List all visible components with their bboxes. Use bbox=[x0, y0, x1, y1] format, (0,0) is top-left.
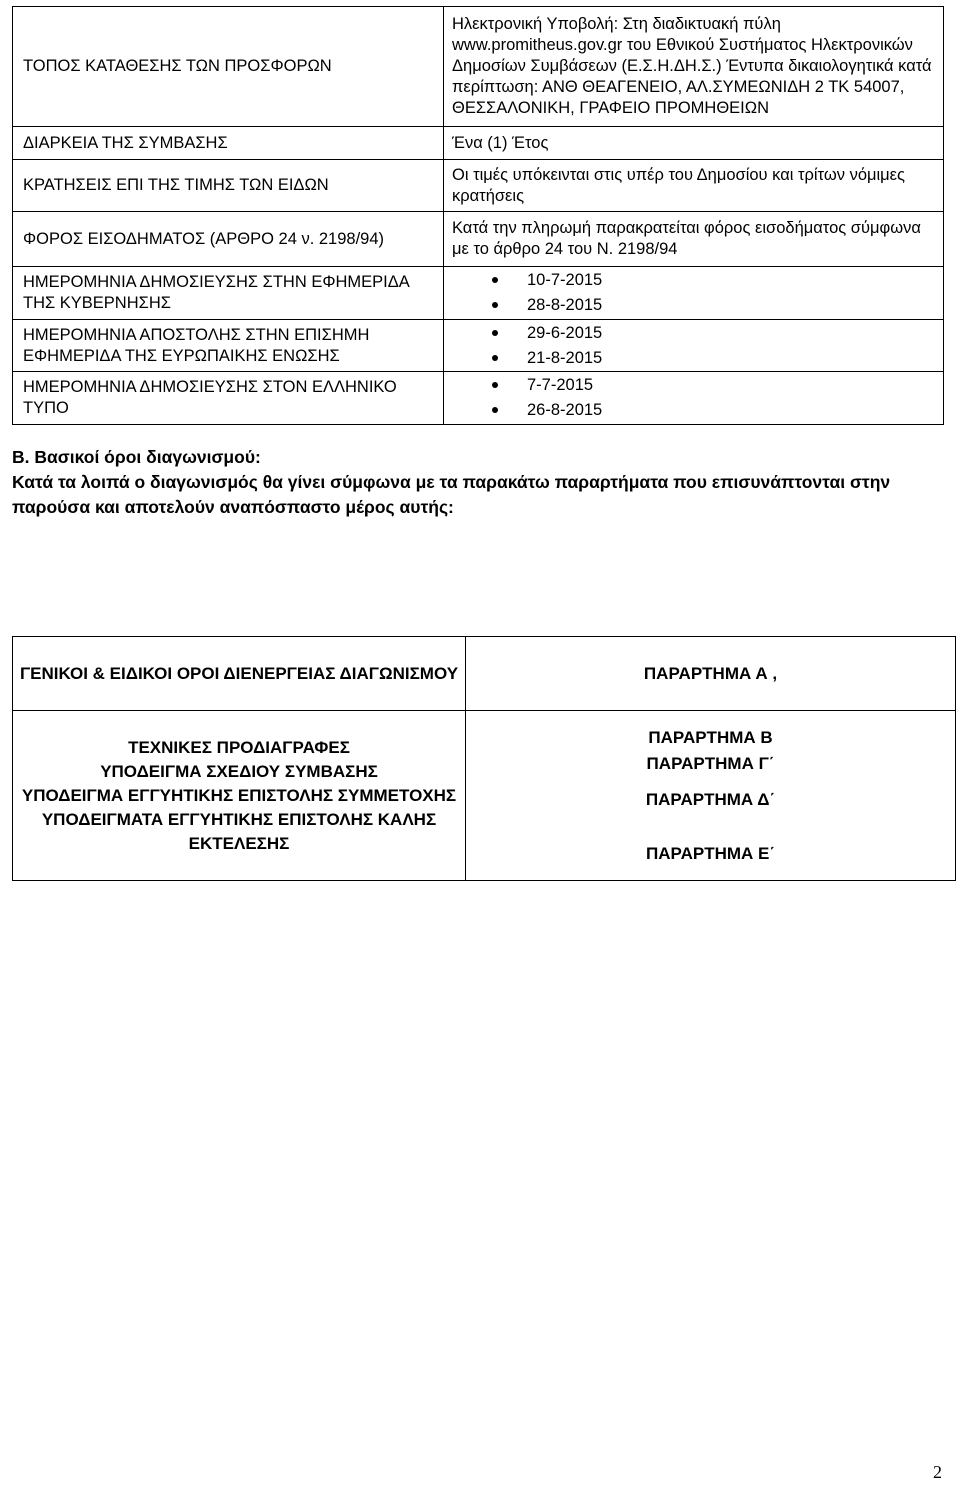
annex-documents-cell bbox=[13, 711, 466, 881]
list-item: ΤΕΧΝΙΚΕΣ ΠΡΟΔΙΑΓΡΑΦΕΣ bbox=[128, 737, 350, 757]
list-item: ΠΑΡΑΡΤΗΜΑ Δ΄ bbox=[645, 789, 776, 809]
table-row bbox=[13, 711, 956, 881]
annex-table bbox=[12, 636, 956, 881]
list-item: 21-8-2015 bbox=[452, 346, 933, 371]
list-item: ΥΠΟΔΕΙΓΜΑ ΣΧΕΔΙΟΥ ΣΥΜΒΑΣΗΣ bbox=[100, 761, 378, 781]
eu-journal-dispatch-dates bbox=[444, 320, 944, 372]
list-item: 29-6-2015 bbox=[452, 321, 933, 346]
deductions-label: ΚΡΑΤΗΣΕΙΣ ΕΠΙ ΤΗΣ ΤΙΜΗΣ ΤΩΝ ΕΙΔΩΝ bbox=[13, 160, 444, 212]
table-row bbox=[13, 267, 944, 320]
list-item: 10-7-2015 bbox=[452, 268, 933, 293]
eu-journal-dispatch-label: ΗΜΕΡΟΜΗΝΙΑ ΑΠΟΣΤΟΛΗΣ ΣΤΗΝ ΕΠΙΣΗΜΗ ΕΦΗΜΕΡΙΔΑ ΤΗΣ ΕΥΡΩΠΑΙΚΗΣ ΕΝΩΣΗΣ bbox=[13, 320, 444, 372]
list-item: ΠΑΡΑΡΤΗΜΑ Β bbox=[648, 727, 773, 747]
table-row bbox=[13, 637, 956, 711]
list-item: 28-8-2015 bbox=[452, 293, 933, 318]
list-item: 7-7-2015 bbox=[452, 373, 933, 398]
annex-label-cell: ΠΑΡΑΡΤΗΜΑ Α , bbox=[466, 637, 956, 711]
table-row bbox=[13, 372, 944, 425]
table-row bbox=[13, 320, 944, 372]
table-row bbox=[13, 160, 944, 212]
contract-duration-label: ΔΙΑΡΚΕΙΑ ΤΗΣ ΣΥΜΒΑΣΗΣ bbox=[13, 127, 444, 160]
section-b-heading: Β. Βασικοί όροι διαγωνισμού: bbox=[12, 447, 261, 467]
table-row bbox=[13, 212, 944, 267]
submission-place-value: Ηλεκτρονική Υποβολή: Στη διαδικτυακή πύλη www.promitheus.gov.gr του Εθνικού Συστήματος Ηλεκτρονικών Δημοσίων Συμβάσεων (Ε.Σ.Η.ΔΗ.Σ.) Έντυπα δικαιολογητικά κατά περίπτωση: ΑΝΘ ΘΕΑΓΕΝΕΙΟ, ΑΛ.ΣΥΜΕΩΝΙΔΗ 2 ΤΚ 54007, ΘΕΣΣΑΛΟΝΙΚΗ, ΓΡΑΦΕΙΟ ΠΡΟΜΗΘΕΙΩΝ bbox=[444, 7, 944, 127]
section-b-text: Κατά τα λοιπά ο διαγωνισμός θα γίνει σύμφωνα με τα παρακάτω παραρτήματα που επισυνάπτονται στην παρούσα και αποτελούν αναπόσπαστο μέρος αυτής: bbox=[12, 472, 891, 517]
section-b bbox=[12, 445, 942, 520]
greek-press-publication-dates bbox=[444, 372, 944, 425]
list-item: 26-8-2015 bbox=[452, 398, 933, 423]
list-item: ΠΑΡΑΡΤΗΜΑ Ε΄ bbox=[645, 843, 776, 863]
greek-press-publication-label: ΗΜΕΡΟΜΗΝΙΑ ΔΗΜΟΣΙΕΥΣΗΣ ΣΤΟΝ ΕΛΛΗΝΙΚΟ ΤΥΠΟ bbox=[13, 372, 444, 425]
gazette-publication-label: ΗΜΕΡΟΜΗΝΙΑ ΔΗΜΟΣΙΕΥΣΗΣ ΣΤΗΝ ΕΦΗΜΕΡΙΔΑ ΤΗΣ ΚΥΒΕΡΝΗΣΗΣ bbox=[13, 267, 444, 320]
tender-info-table bbox=[12, 6, 944, 425]
deductions-value: Οι τιμές υπόκεινται στις υπέρ του Δημοσίου και τρίτων νόμιμες κρατήσεις bbox=[444, 160, 944, 212]
table-row bbox=[13, 7, 944, 127]
annex-document-cell: ΓΕΝΙΚΟΙ & ΕΙΔΙΚΟΙ ΟΡΟΙ ΔΙΕΝΕΡΓΕΙΑΣ ΔΙΑΓΩΝΙΣΜΟΥ bbox=[13, 637, 466, 711]
list-item: ΥΠΟΔΕΙΓΜΑ ΕΓΓΥΗΤΙΚΗΣ ΕΠΙΣΤΟΛΗΣ ΣΥΜΜΕΤΟΧΗΣ bbox=[21, 785, 457, 805]
submission-place-label: ΤΟΠΟΣ ΚΑΤΑΘΕΣΗΣ ΤΩΝ ΠΡΟΣΦΟΡΩΝ bbox=[13, 7, 444, 127]
contract-duration-value: Ένα (1) Έτος bbox=[444, 127, 944, 160]
table-row bbox=[13, 127, 944, 160]
page-number: 2 bbox=[933, 1462, 942, 1482]
gazette-publication-dates bbox=[444, 267, 944, 320]
list-item: ΥΠΟΔΕΙΓΜΑΤΑ ΕΓΓΥΗΤΙΚΗΣ ΕΠΙΣΤΟΛΗΣ ΚΑΛΗΣ ΕΚΤΕΛΕΣΗΣ bbox=[41, 809, 437, 853]
list-item: ΠΑΡΑΡΤΗΜΑ Γ΄ bbox=[646, 753, 775, 773]
income-tax-value: Κατά την πληρωμή παρακρατείται φόρος εισοδήματος σύμφωνα με το άρθρο 24 του Ν. 2198/94 bbox=[444, 212, 944, 267]
annex-labels-cell bbox=[466, 711, 956, 881]
income-tax-label: ΦΟΡΟΣ ΕΙΣΟΔΗΜΑΤΟΣ (ΑΡΘΡΟ 24 ν. 2198/94) bbox=[13, 212, 444, 267]
